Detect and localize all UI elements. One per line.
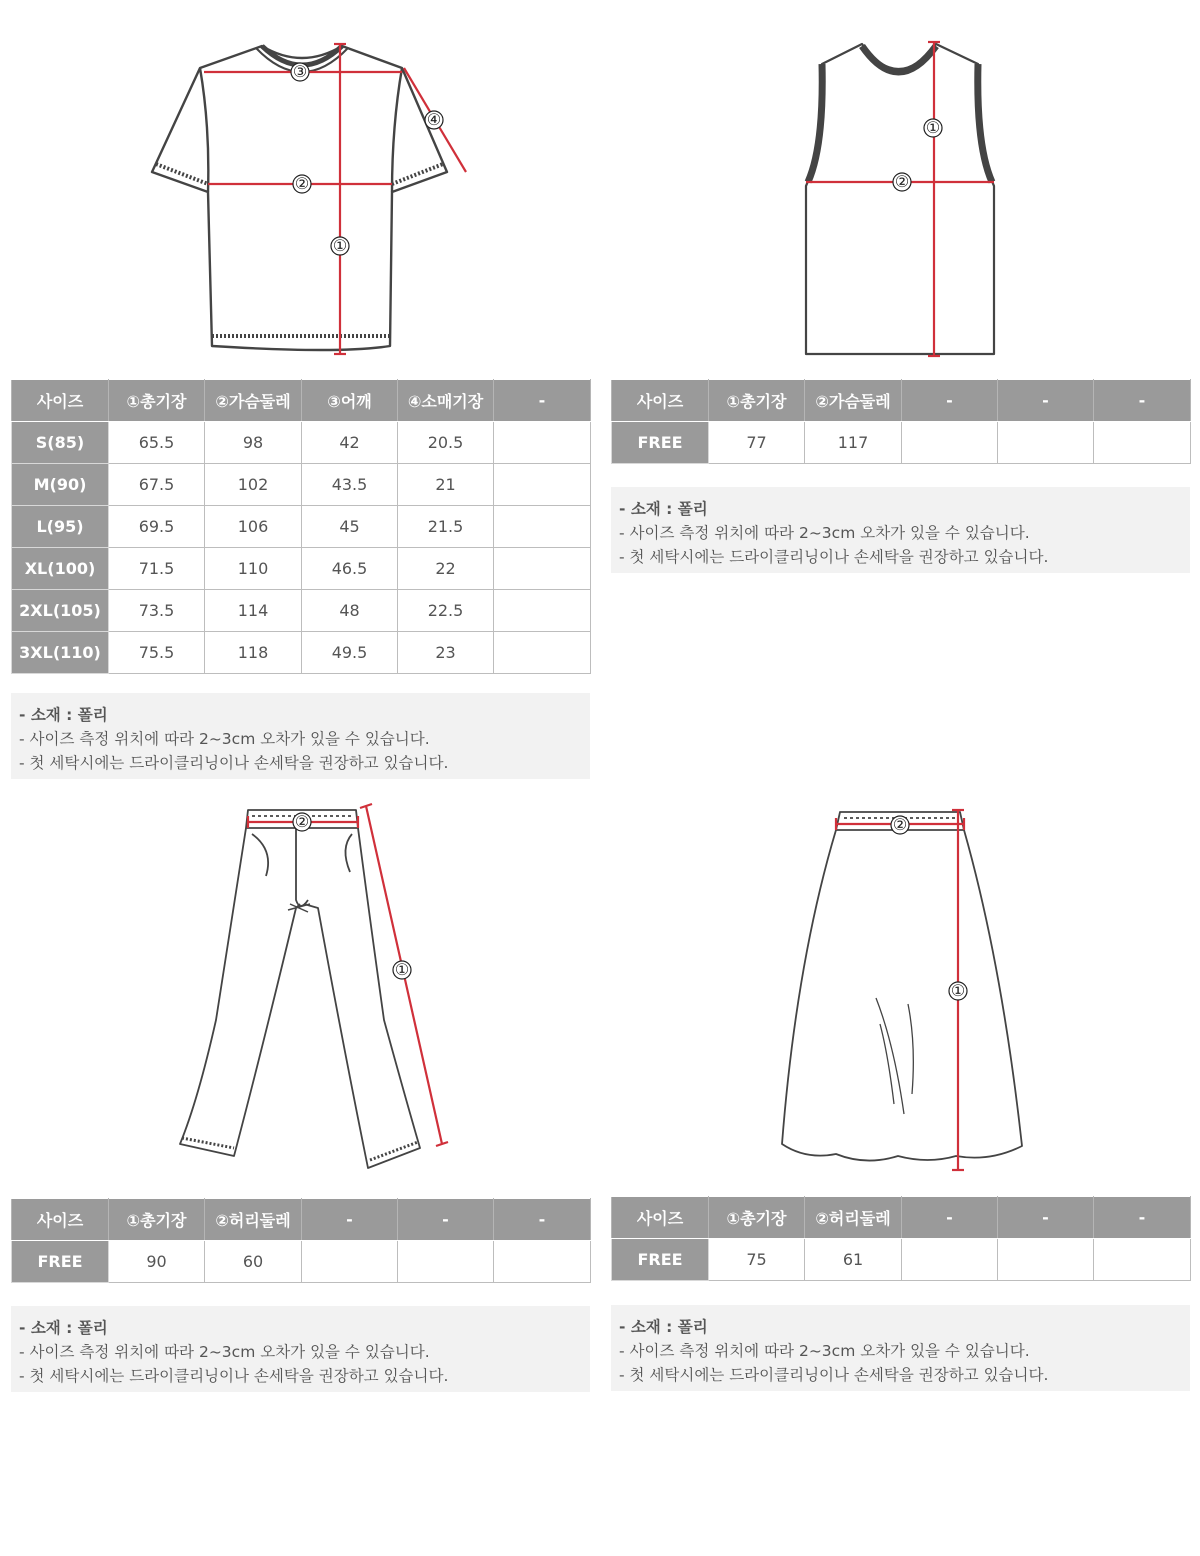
table-cell bbox=[494, 422, 591, 464]
tank-illustration bbox=[800, 36, 1000, 362]
table-header-row bbox=[612, 380, 1191, 422]
table-cell: 75 bbox=[709, 1239, 805, 1281]
column-header: ①총기장 bbox=[109, 380, 205, 422]
column-header: 사이즈 bbox=[612, 380, 709, 422]
material-note: - 소재 : 폴리 bbox=[619, 500, 708, 518]
column-header: - bbox=[902, 1197, 998, 1239]
tshirt-label-1: ① bbox=[332, 238, 348, 255]
table-header-row bbox=[12, 380, 591, 422]
table-cell bbox=[1094, 1239, 1191, 1281]
pants-label-1: ① bbox=[394, 962, 410, 979]
tshirt-label-3: ③ bbox=[292, 64, 308, 81]
size-cell: 3XL(110) bbox=[12, 632, 109, 674]
skirt-size-table bbox=[611, 1196, 1191, 1281]
table-cell bbox=[302, 1241, 398, 1283]
pants-size-table bbox=[11, 1198, 591, 1283]
size-tolerance-note: - 사이즈 측정 위치에 따라 2~3cm 오차가 있을 수 있습니다. bbox=[619, 524, 1030, 542]
table-cell: 90 bbox=[109, 1241, 205, 1283]
table-cell bbox=[494, 548, 591, 590]
column-header: ②가슴둘레 bbox=[805, 380, 902, 422]
pants-notes bbox=[11, 1306, 590, 1392]
table-cell: 42 bbox=[302, 422, 398, 464]
column-header: ②가슴둘레 bbox=[205, 380, 302, 422]
table-cell: 71.5 bbox=[109, 548, 205, 590]
table-cell bbox=[902, 422, 998, 464]
column-header: ②허리둘레 bbox=[805, 1197, 902, 1239]
table-cell: 106 bbox=[205, 506, 302, 548]
size-cell: S(85) bbox=[12, 422, 109, 464]
skirt-label-2: ② bbox=[892, 817, 908, 834]
washing-note: - 첫 세탁시에는 드라이클리닝이나 손세탁을 권장하고 있습니다. bbox=[19, 754, 449, 772]
column-header: ④소매기장 bbox=[398, 380, 494, 422]
column-header: - bbox=[902, 380, 998, 422]
column-header: ①총기장 bbox=[109, 1199, 205, 1241]
washing-note: - 첫 세탁시에는 드라이클리닝이나 손세탁을 권장하고 있습니다. bbox=[619, 1366, 1049, 1384]
skirt-illustration bbox=[776, 804, 1036, 1176]
skirt-notes bbox=[611, 1305, 1190, 1391]
table-cell: 117 bbox=[805, 422, 902, 464]
table-cell: 65.5 bbox=[109, 422, 205, 464]
table-row bbox=[12, 464, 591, 506]
column-header: ③어깨 bbox=[302, 380, 398, 422]
table-cell: 46.5 bbox=[302, 548, 398, 590]
column-header: - bbox=[494, 380, 591, 422]
pants-label-2: ② bbox=[294, 814, 310, 831]
table-cell bbox=[998, 1239, 1094, 1281]
table-cell bbox=[494, 464, 591, 506]
table-row bbox=[12, 422, 591, 464]
table-cell: 60 bbox=[205, 1241, 302, 1283]
table-cell: 20.5 bbox=[398, 422, 494, 464]
tank-size-table bbox=[611, 379, 1191, 464]
size-cell: FREE bbox=[612, 422, 709, 464]
table-cell: 23 bbox=[398, 632, 494, 674]
table-row bbox=[12, 1241, 591, 1283]
column-header: ②허리둘레 bbox=[205, 1199, 302, 1241]
table-header-row bbox=[612, 1197, 1191, 1239]
table-cell: 61 bbox=[805, 1239, 902, 1281]
column-header: 사이즈 bbox=[612, 1197, 709, 1239]
tank-label-2: ② bbox=[894, 174, 910, 191]
table-cell bbox=[1094, 422, 1191, 464]
column-header: ①총기장 bbox=[709, 380, 805, 422]
tshirt-notes bbox=[11, 693, 590, 779]
tank-notes bbox=[611, 487, 1190, 573]
table-row bbox=[12, 548, 591, 590]
table-cell: 98 bbox=[205, 422, 302, 464]
material-note: - 소재 : 폴리 bbox=[19, 706, 108, 724]
table-header-row bbox=[12, 1199, 591, 1241]
size-cell: FREE bbox=[612, 1239, 709, 1281]
size-cell: L(95) bbox=[12, 506, 109, 548]
column-header: - bbox=[1094, 380, 1191, 422]
size-cell: M(90) bbox=[12, 464, 109, 506]
table-cell: 22 bbox=[398, 548, 494, 590]
table-cell bbox=[494, 590, 591, 632]
table-row bbox=[612, 422, 1191, 464]
table-cell bbox=[494, 1241, 591, 1283]
size-tolerance-note: - 사이즈 측정 위치에 따라 2~3cm 오차가 있을 수 있습니다. bbox=[19, 1343, 430, 1361]
table-cell: 77 bbox=[709, 422, 805, 464]
table-row bbox=[12, 506, 591, 548]
tshirt-illustration bbox=[140, 36, 480, 358]
size-cell: XL(100) bbox=[12, 548, 109, 590]
tshirt-size-table bbox=[11, 379, 591, 674]
material-note: - 소재 : 폴리 bbox=[619, 1318, 708, 1336]
pants-illustration bbox=[170, 800, 460, 1180]
table-cell: 21.5 bbox=[398, 506, 494, 548]
table-cell bbox=[494, 632, 591, 674]
column-header: - bbox=[998, 380, 1094, 422]
table-cell: 73.5 bbox=[109, 590, 205, 632]
table-cell: 49.5 bbox=[302, 632, 398, 674]
column-header: - bbox=[398, 1199, 494, 1241]
table-cell: 114 bbox=[205, 590, 302, 632]
table-cell: 110 bbox=[205, 548, 302, 590]
table-cell: 75.5 bbox=[109, 632, 205, 674]
column-header: 사이즈 bbox=[12, 1199, 109, 1241]
table-cell: 118 bbox=[205, 632, 302, 674]
table-cell bbox=[902, 1239, 998, 1281]
table-cell bbox=[494, 506, 591, 548]
column-header: - bbox=[998, 1197, 1094, 1239]
size-tolerance-note: - 사이즈 측정 위치에 따라 2~3cm 오차가 있을 수 있습니다. bbox=[19, 730, 430, 748]
column-header: - bbox=[1094, 1197, 1191, 1239]
washing-note: - 첫 세탁시에는 드라이클리닝이나 손세탁을 권장하고 있습니다. bbox=[19, 1367, 449, 1385]
tank-label-1: ① bbox=[925, 120, 941, 137]
size-cell: 2XL(105) bbox=[12, 590, 109, 632]
skirt-label-1: ① bbox=[950, 983, 966, 1000]
column-header: ①총기장 bbox=[709, 1197, 805, 1239]
table-cell: 102 bbox=[205, 464, 302, 506]
size-tolerance-note: - 사이즈 측정 위치에 따라 2~3cm 오차가 있을 수 있습니다. bbox=[619, 1342, 1030, 1360]
tshirt-label-4: ④ bbox=[426, 112, 442, 129]
table-cell: 69.5 bbox=[109, 506, 205, 548]
table-row bbox=[612, 1239, 1191, 1281]
material-note: - 소재 : 폴리 bbox=[19, 1319, 108, 1337]
column-header: - bbox=[494, 1199, 591, 1241]
table-cell: 48 bbox=[302, 590, 398, 632]
table-cell: 22.5 bbox=[398, 590, 494, 632]
table-cell: 67.5 bbox=[109, 464, 205, 506]
size-cell: FREE bbox=[12, 1241, 109, 1283]
column-header: - bbox=[302, 1199, 398, 1241]
table-cell bbox=[998, 422, 1094, 464]
table-cell: 45 bbox=[302, 506, 398, 548]
table-cell: 21 bbox=[398, 464, 494, 506]
column-header: 사이즈 bbox=[12, 380, 109, 422]
table-cell bbox=[398, 1241, 494, 1283]
table-row bbox=[12, 632, 591, 674]
tshirt-label-2: ② bbox=[294, 176, 310, 193]
table-row bbox=[12, 590, 591, 632]
table-cell: 43.5 bbox=[302, 464, 398, 506]
washing-note: - 첫 세탁시에는 드라이클리닝이나 손세탁을 권장하고 있습니다. bbox=[619, 548, 1049, 566]
